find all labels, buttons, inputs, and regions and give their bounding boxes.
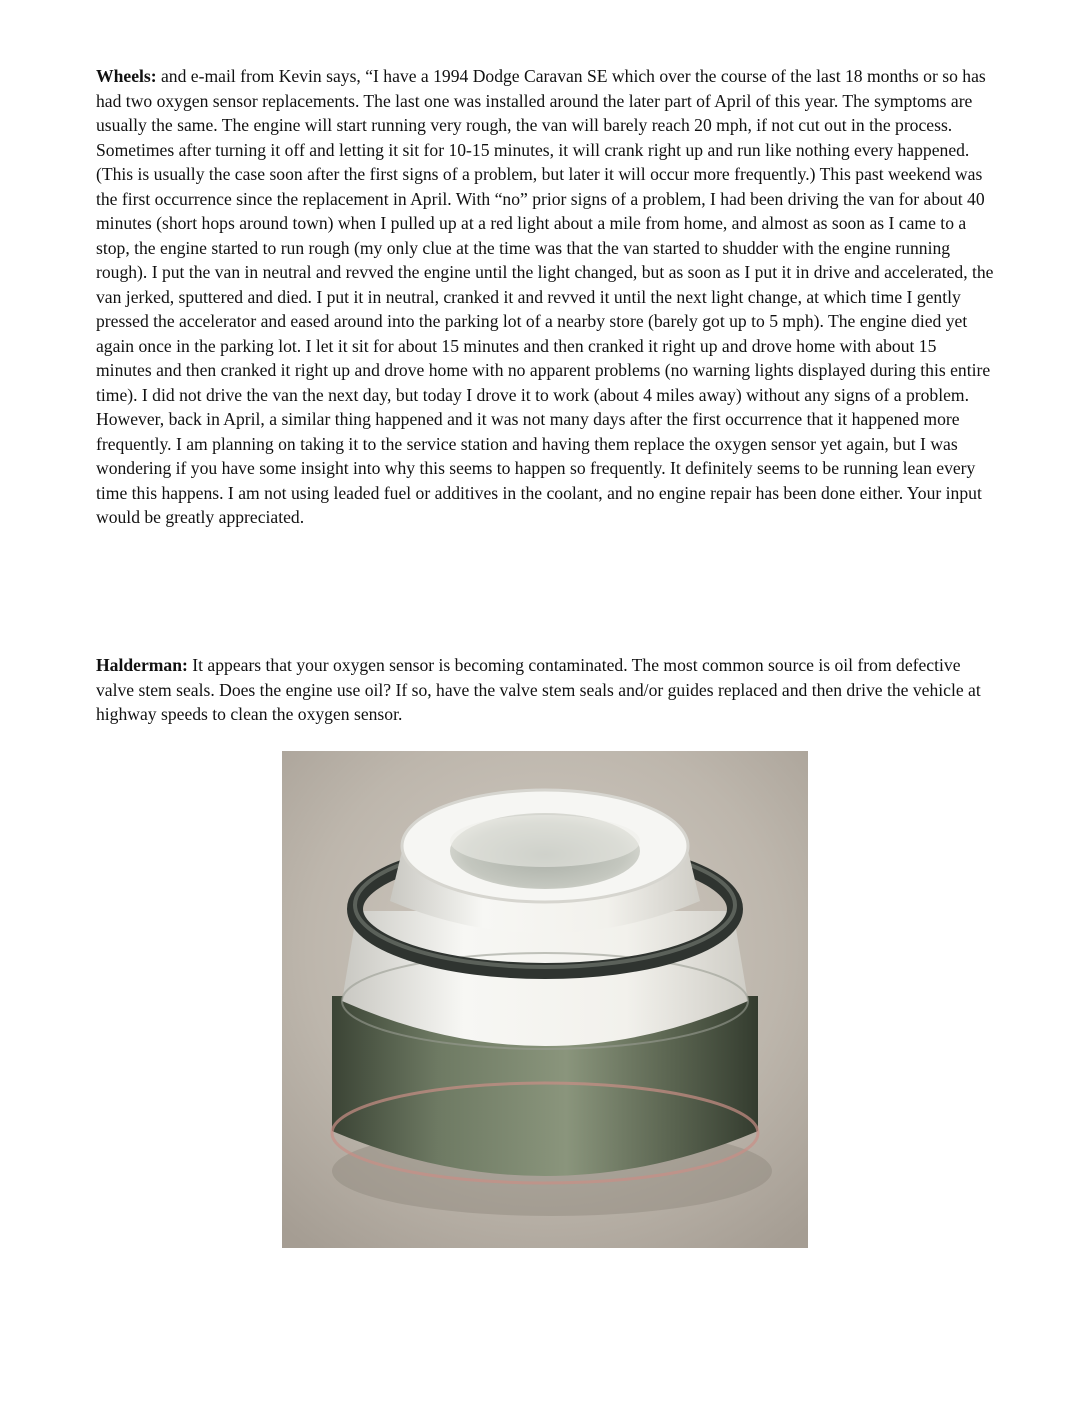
- letter-body: and e-mail from Kevin says, “I have a 1994 Dodge Caravan SE which over the course of the last 18 months or so has had two oxygen sensor replacements. The last one was installed around the later part of April of this year. The symptoms are usually the same. The engine will start running very rough, the van will barely reach 20 mph, if not cut out in the process. Sometimes after turning it off and letting it sit for 10-15 minutes, it will crank right up and run like nothing every happened. (This is usually the case soon after the first signs of a problem, but later it will occur more frequently.) This past weekend was the first occurrence since the replacement in April. With “no” prior signs of a problem, I had been driving the van for about 40 minutes (short hops around town) when I pulled up at a red light about a mile from home, and almost as soon as I came to a stop, the engine started to run rough (my only clue at the time was that the van started to shudder with the engine running rough). I put the van in neutral and revved the engine until the light changed, but as soon as I put it in drive and accelerated, the van jerked, sputtered and died. I put it in neutral, cranked it and revved it until the next light change, at which time I gently pressed the accelerator and eased around into the parking lot of a nearby store (barely got up to 5 mph). The engine died yet again once in the parking lot. I let it sit for about 15 minutes and then cranked it right up and drove home with about 15 minutes and then cranked it right up and drove home with no apparent problems (no warning lights displayed during this entire time). I did not drive the van the next day, but today I drove it to work (about 4 miles away) without any signs of a problem. However, back in April, a similar thing happened and it was not many days after the first occurrence that it happened more frequently. I am planning on taking it to the service station and having them replace the oxygen sensor yet again, but I was wondering if you have some insight into why this seems to happen so frequently. It definitely seems to be running lean every time this happens. I am not using leaded fuel or additives in the coolant, and no engine repair has been done either. Your input would be greatly appreciated.: [96, 66, 994, 527]
- answer-paragraph: [96, 653, 996, 727]
- answer-body: It appears that your oxygen sensor is becoming contaminated. The most common source is oil from defective valve stem seals. Does the engine use oil? If so, have the valve stem seals and/or guides replaced and then drive the vehicle at highway speeds to clean the oxygen sensor.: [96, 655, 981, 724]
- reader-letter-paragraph: [96, 64, 996, 530]
- speaker-halderman: Halderman:: [96, 655, 188, 675]
- valve-stem-seal-photo: [282, 751, 808, 1248]
- speaker-wheels: Wheels:: [96, 66, 157, 86]
